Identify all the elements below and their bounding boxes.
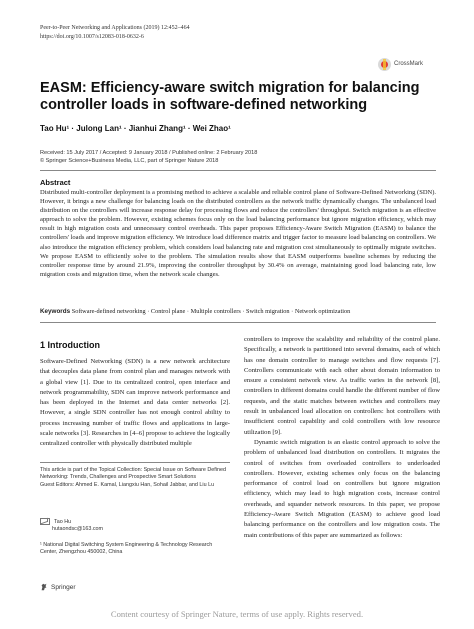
keywords-text: Software-defined networking · Control plane · Multiple controllers · Switch migration · Network optimization xyxy=(71,308,351,315)
intro-paragraph-1: Software-Defined Networking (SDN) is a new network architecture that decouples data plane from control plan and manages network with a global view [1]. Due to its centralized control, open interface and network programmability, SDN can improve network performance and has been deployed in the Internet and data center networks [2]. However, a single SDN controller has not enough control ability to process increasing number of traffic flows and applications in large-scale networks [3]. Researches in [4–6] propose to achieve the logically centralized controller with physically distributed multiple xyxy=(40,358,230,448)
paper-title: EASM: Efficiency-aware switch migration for balancing controller loads in software-defined networking xyxy=(40,80,420,113)
corresponding-author xyxy=(40,518,230,534)
copyright-line: © Springer Science+Business Media, LLC, part of Springer Nature 2018 xyxy=(40,157,219,164)
doi-link[interactable]: https://doi.org/10.1007/s12083-018-0632-6 xyxy=(40,33,144,40)
affiliation: ¹ National Digital Switching System Engineering & Technology Research Center, Zhengzhou 450002, China xyxy=(40,542,213,556)
left-column xyxy=(40,357,230,450)
section-heading: 1 Introduction xyxy=(40,340,100,350)
header-divider xyxy=(40,170,436,171)
right-column xyxy=(244,335,440,541)
publication-dates xyxy=(40,150,257,165)
journal-citation: Peer-to-Peer Networking and Applications (2019) 12:452–464 xyxy=(40,25,190,31)
contact-name: Tao Hu xyxy=(54,518,72,525)
crossmark-icon xyxy=(378,58,391,71)
springer-horse-icon xyxy=(40,583,48,591)
copyright-notice: Content courtesy of Springer Nature, terms of use apply. Rights reserved. xyxy=(110,609,364,619)
collection-footnote: This article is part of the Topical Collection: Special Issue on Software Defined Networking: Trends, Challenges and Prospective Smart Solutions Guest Editors: Ahmed E. Kamal, Liangxiu Han, Sohail Jabbar, and Liu Lu xyxy=(40,467,226,488)
intro-paragraph-1-cont: controllers to improve the scalability and reliability of the control plane. Specifically, a network is partitioned into several domains, each of which has one domain controller to manage switches and flow requests [7]. Controllers communicate with each other about domain information to ensure a consistent network view. As traffic varies in the network [8], controllers in different domains could handle the different number of flow requests, and the static matches between switches and controllers may result in unbalanced load allocation on controllers: hot controllers with insufficient control capability and cold controllers with low resource utilization [9]. xyxy=(244,336,440,436)
crossmark-label: CrossMark xyxy=(394,61,424,67)
intro-paragraph-2: Dynamic switch migration is an elastic control approach to solve the problem of unbalanced load distribution on controllers. It migrates the control of switches from overloaded controllers to underloaded controllers. However, existing schemes only focus on the balancing performance of control load on controllers but ignore migration efficiency, which may lead to high migration costs, increase control overheads, and squander network resources. In this paper, we propose Efficiency-Aware Switch Migration (EASM) to achieve good load balancing performance on the controllers and low migration costs. The main contributions of this paper are summarized as follows: xyxy=(244,438,440,539)
footnote-divider xyxy=(40,462,230,463)
contact-email[interactable]: hutaondsc@163.com xyxy=(52,526,104,533)
dates-line: Received: 15 July 2017 / Accepted: 9 January 2018 / Published online: 2 February 2018 xyxy=(40,150,258,156)
publisher-logo xyxy=(40,583,76,591)
crossmark-badge[interactable] xyxy=(378,54,438,74)
author-list: Tao Hu¹ · Julong Lan¹ · Jianhui Zhang¹ · Wei Zhao¹ xyxy=(40,124,231,133)
keywords-label: Keywords xyxy=(40,308,71,315)
keywords xyxy=(40,308,440,315)
abstract-text: Distributed multi-controller deployment is a promising method to achieve a scalable and reliable control plane of Software-Defined Networking (SDN). However, it brings a new challenge for balancing loads on the distributed controllers as the network traffic dynamically changes. The unbalanced load distribution on the controllers will increase response delay for processing flows and reduce the controllers' throughput. Switch migration is an effective approach to solve the problem. However, existing schemes focus only on the load balancing performance but ignore migration efficiency, which may result in high migration costs and unnecessary control overheads. This paper proposes Efficiency-Aware Switch Migration (EASM) to balance the controllers' loads and improve migration efficiency. We introduce load difference matrix and trigger factor to measure load balancing on controllers. We also introduce the migration efficiency problem, which considers load balancing rate and migration cost simultaneously to optimally migrate switches. We propose EASM to efficiently solve to the problem. The simulation results show that EASM outperforms baseline schemes by reducing the controller response time by around 21.9%, improving the controller throughput by 30.4% on average, maintaining good load balancing rate, low migration costs and migration time, when the network scale changes. xyxy=(40,189,436,278)
journal-info xyxy=(40,24,190,41)
publisher-name: Springer xyxy=(51,583,76,591)
abstract-divider xyxy=(40,322,436,323)
abstract-heading: Abstract xyxy=(40,178,71,187)
envelope-icon xyxy=(40,518,50,525)
